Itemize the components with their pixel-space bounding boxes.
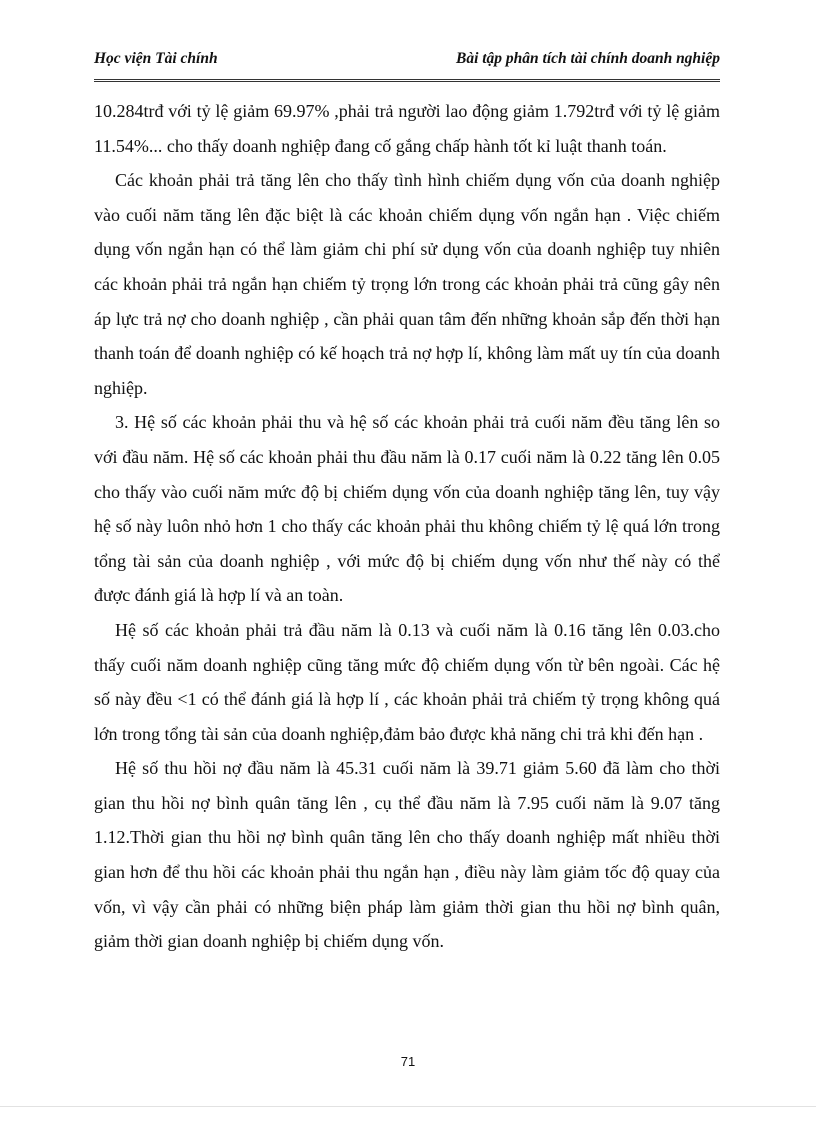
paragraph-receivables-ratio: 3. Hệ số các khoản phải thu và hệ số các khoản phải trả cuối năm đều tăng lên so với đầu năm. Hệ số các khoản phải thu đầu năm là 0.17 cuối năm là 0.22 tăng lên 0.05 cho thấy vào cuối năm mức độ bị chiếm dụng vốn của doanh nghiệp tăng lên, tuy vậy hệ số này luôn nhỏ hơn 1 cho thấy các khoản phải thu không chiếm tỷ lệ quá lớn trong tổng tài sản của doanh nghiệp , với mức độ bị chiếm dụng vốn như thế này có thể được đánh giá là hợp lí và an toàn. — [94, 412, 720, 606]
header-document-title: Bài tập phân tích tài chính doanh nghiệp — [455, 50, 720, 67]
page-edge — [0, 1106, 816, 1107]
paragraph-payables: Các khoản phải trả tăng lên cho thấy tình hình chiếm dụng vốn của doanh nghiệp vào cuối năm tăng lên đặc biệt là các khoản chiếm dụng vốn ngắn hạn . Việc chiếm dụng vốn ngắn hạn có thể làm giảm chi phí sử dụng vốn của doanh nghiệp tuy nhiên các khoản phải trả ngắn hạn chiếm tỷ trọng lớn trong các khoản phải trả cũng gây nên áp lực trả nợ cho doanh nghiệp , cần phải quan tâm đến những khoản sắp đến thời hạn thanh toán để doanh nghiệp có kế hoạch trả nợ hợp lí, không làm mất uy tín của doanh nghiệp. — [94, 170, 720, 398]
header-rule — [94, 79, 720, 82]
paragraph-collection-period: Hệ số thu hồi nợ đầu năm là 45.31 cuối năm là 39.71 giảm 5.60 đã làm cho thời gian thu hồi nợ bình quân tăng lên , cụ thể đầu năm là 7.95 cuối năm là 9.07 tăng 1.12.Thời gian thu hồi nợ bình quân tăng lên cho thấy doanh nghiệp mất nhiều thời gian hơn để thu hồi các khoản phải thu ngắn hạn , điều này làm giảm tốc độ quay của vốn, vì vậy cần phải có những biện pháp làm giảm thời gian thu hồi nợ bình quân, giảm thời gian doanh nghiệp bị chiếm dụng vốn. — [94, 758, 720, 952]
page-header — [94, 50, 720, 72]
header-institution: Học viện Tài chính — [94, 50, 218, 67]
page-number: 71 — [400, 1054, 416, 1069]
paragraph-payables-ratio: Hệ số các khoản phải trả đầu năm là 0.13 và cuối năm là 0.16 tăng lên 0.03.cho thấy cuối năm doanh nghiệp cũng tăng mức độ chiếm dụng vốn từ bên ngoài. Các hệ số này đều <1 có thể đánh giá là hợp lí , các khoản phải trả chiếm tỷ trọng không quá lớn trong tổng tài sản của doanh nghiệp,đảm bảo được khả năng chi trả khi đến hạn . — [94, 619, 720, 744]
paragraph-continuation: 10.284trđ với tỷ lệ giảm 69.97% ,phải trả người lao động giảm 1.792trđ với tỷ lệ giảm 11.54%... cho thấy doanh nghiệp đang cố gắng chấp hành tốt kỉ luật thanh toán. — [94, 101, 720, 156]
body-text — [94, 94, 720, 959]
